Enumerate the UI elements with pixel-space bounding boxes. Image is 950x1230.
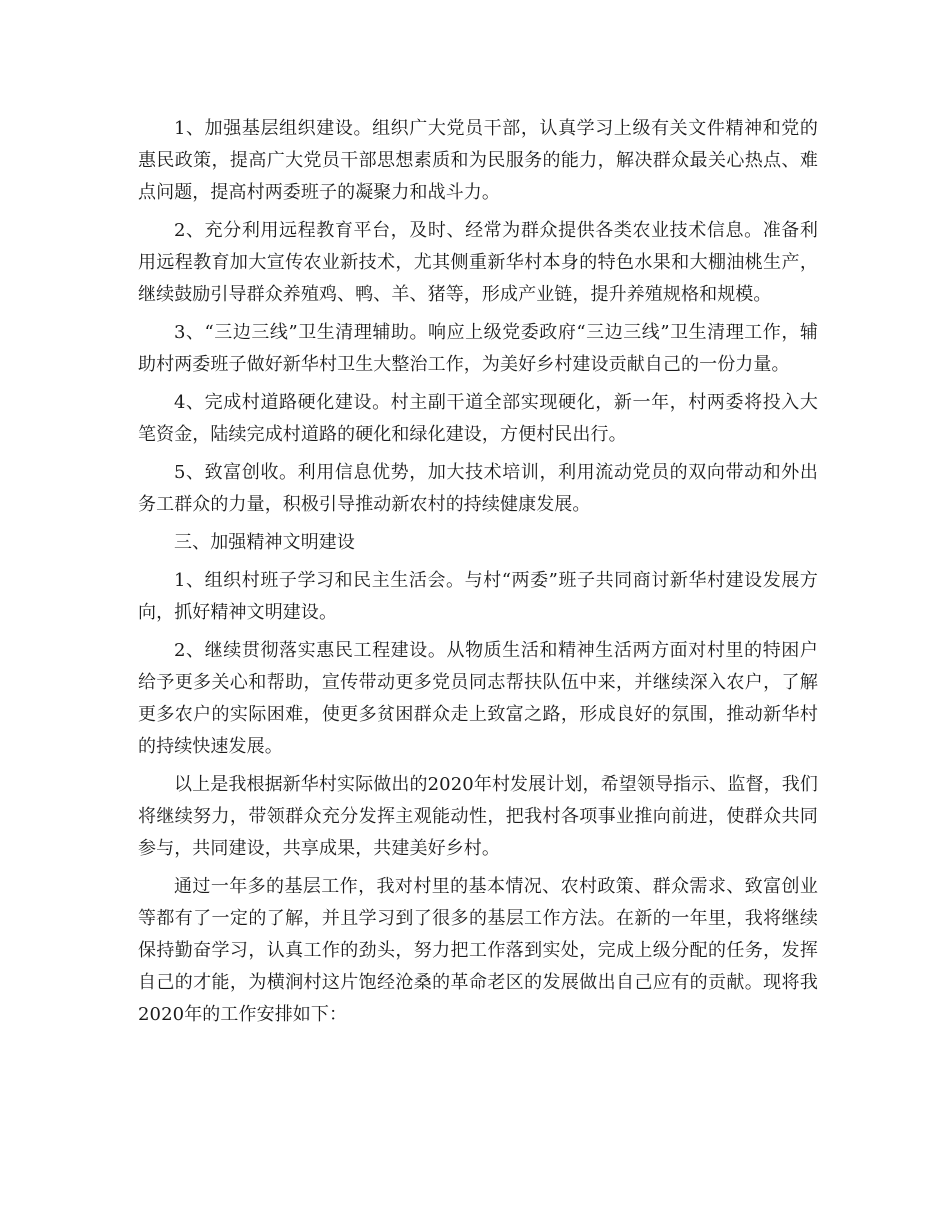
section-heading-spiritual-civilization: 三、加强精神文明建设 xyxy=(174,532,355,553)
paragraph-item-1-study-meetings: 1、组织村班子学习和民主生活会。与村“两委”班子共同商讨新华村建设发展方向，抓好精神文明建设。 xyxy=(138,570,818,623)
paragraph-item-4-road-construction: 4、完成村道路硬化建设。村主副干道全部实现硬化，新一年，村两委将投入大笔资金，陆续完成村道路的硬化和绿化建设，方便村民出行。 xyxy=(138,392,818,445)
document-body xyxy=(138,113,818,1037)
paragraph-item-5-income: 5、致富创收。利用信息优势，加大技术培训，利用流动党员的双向带动和外出务工群众的力量，积极引导推动新农村的持续健康发展。 xyxy=(138,462,818,515)
paragraph-work-plan-intro: 通过一年多的基层工作，我对村里的基本情况、农村政策、群众需求、致富创业等都有了一定的了解，并且学习到了很多的基层工作方法。在新的一年里，我将继续保持勤奋学习，认真工作的劲头，努力把工作落到实处，完成上级分配的任务，发挥自己的才能，为横涧村这片饱经沧桑的革命老区的发展做出自己应有的贡献。现将我2020年的工作安排如下： xyxy=(138,876,818,1025)
paragraph-item-1-organization: 1、加强基层组织建设。组织广大党员干部，认真学习上级有关文件精神和党的惠民政策，提高广大党员干部思想素质和为民服务的能力，解决群众最关心热点、难点问题，提高村两委班子的凝聚力和战斗力。 xyxy=(138,118,818,203)
paragraph-item-3-sanitation: 3、“三边三线”卫生清理辅助。响应上级党委政府“三边三线”卫生清理工作，辅助村两委班子做好新华村卫生大整治工作，为美好乡村建设贡献自己的一份力量。 xyxy=(138,322,818,375)
paragraph-item-2-remote-education: 2、充分利用远程教育平台，及时、经常为群众提供各类农业技术信息。准备利用远程教育加大宣传农业新技术，尤其侧重新华村本身的特色水果和大棚油桃生产，继续鼓励引导群众养殖鸡、鸭、羊、猪等，形成产业链，提升养殖规格和规模。 xyxy=(138,220,818,305)
paragraph-summary: 以上是我根据新华村实际做出的2020年村发展计划，希望领导指示、监督，我们将继续努力，带领群众充分发挥主观能动性，把我村各项事业推向前进，使群众共同参与，共同建设，共享成果，共建美好乡村。 xyxy=(138,774,818,859)
paragraph-item-2-welfare-projects: 2、继续贯彻落实惠民工程建设。从物质生活和精神生活两方面对村里的特困户给予更多关心和帮助，宣传带动更多党员同志帮扶队伍中来，并继续深入农户，了解更多农户的实际困难，使更多贫困群众走上致富之路，形成良好的氛围，推动新华村的持续快速发展。 xyxy=(138,640,818,757)
